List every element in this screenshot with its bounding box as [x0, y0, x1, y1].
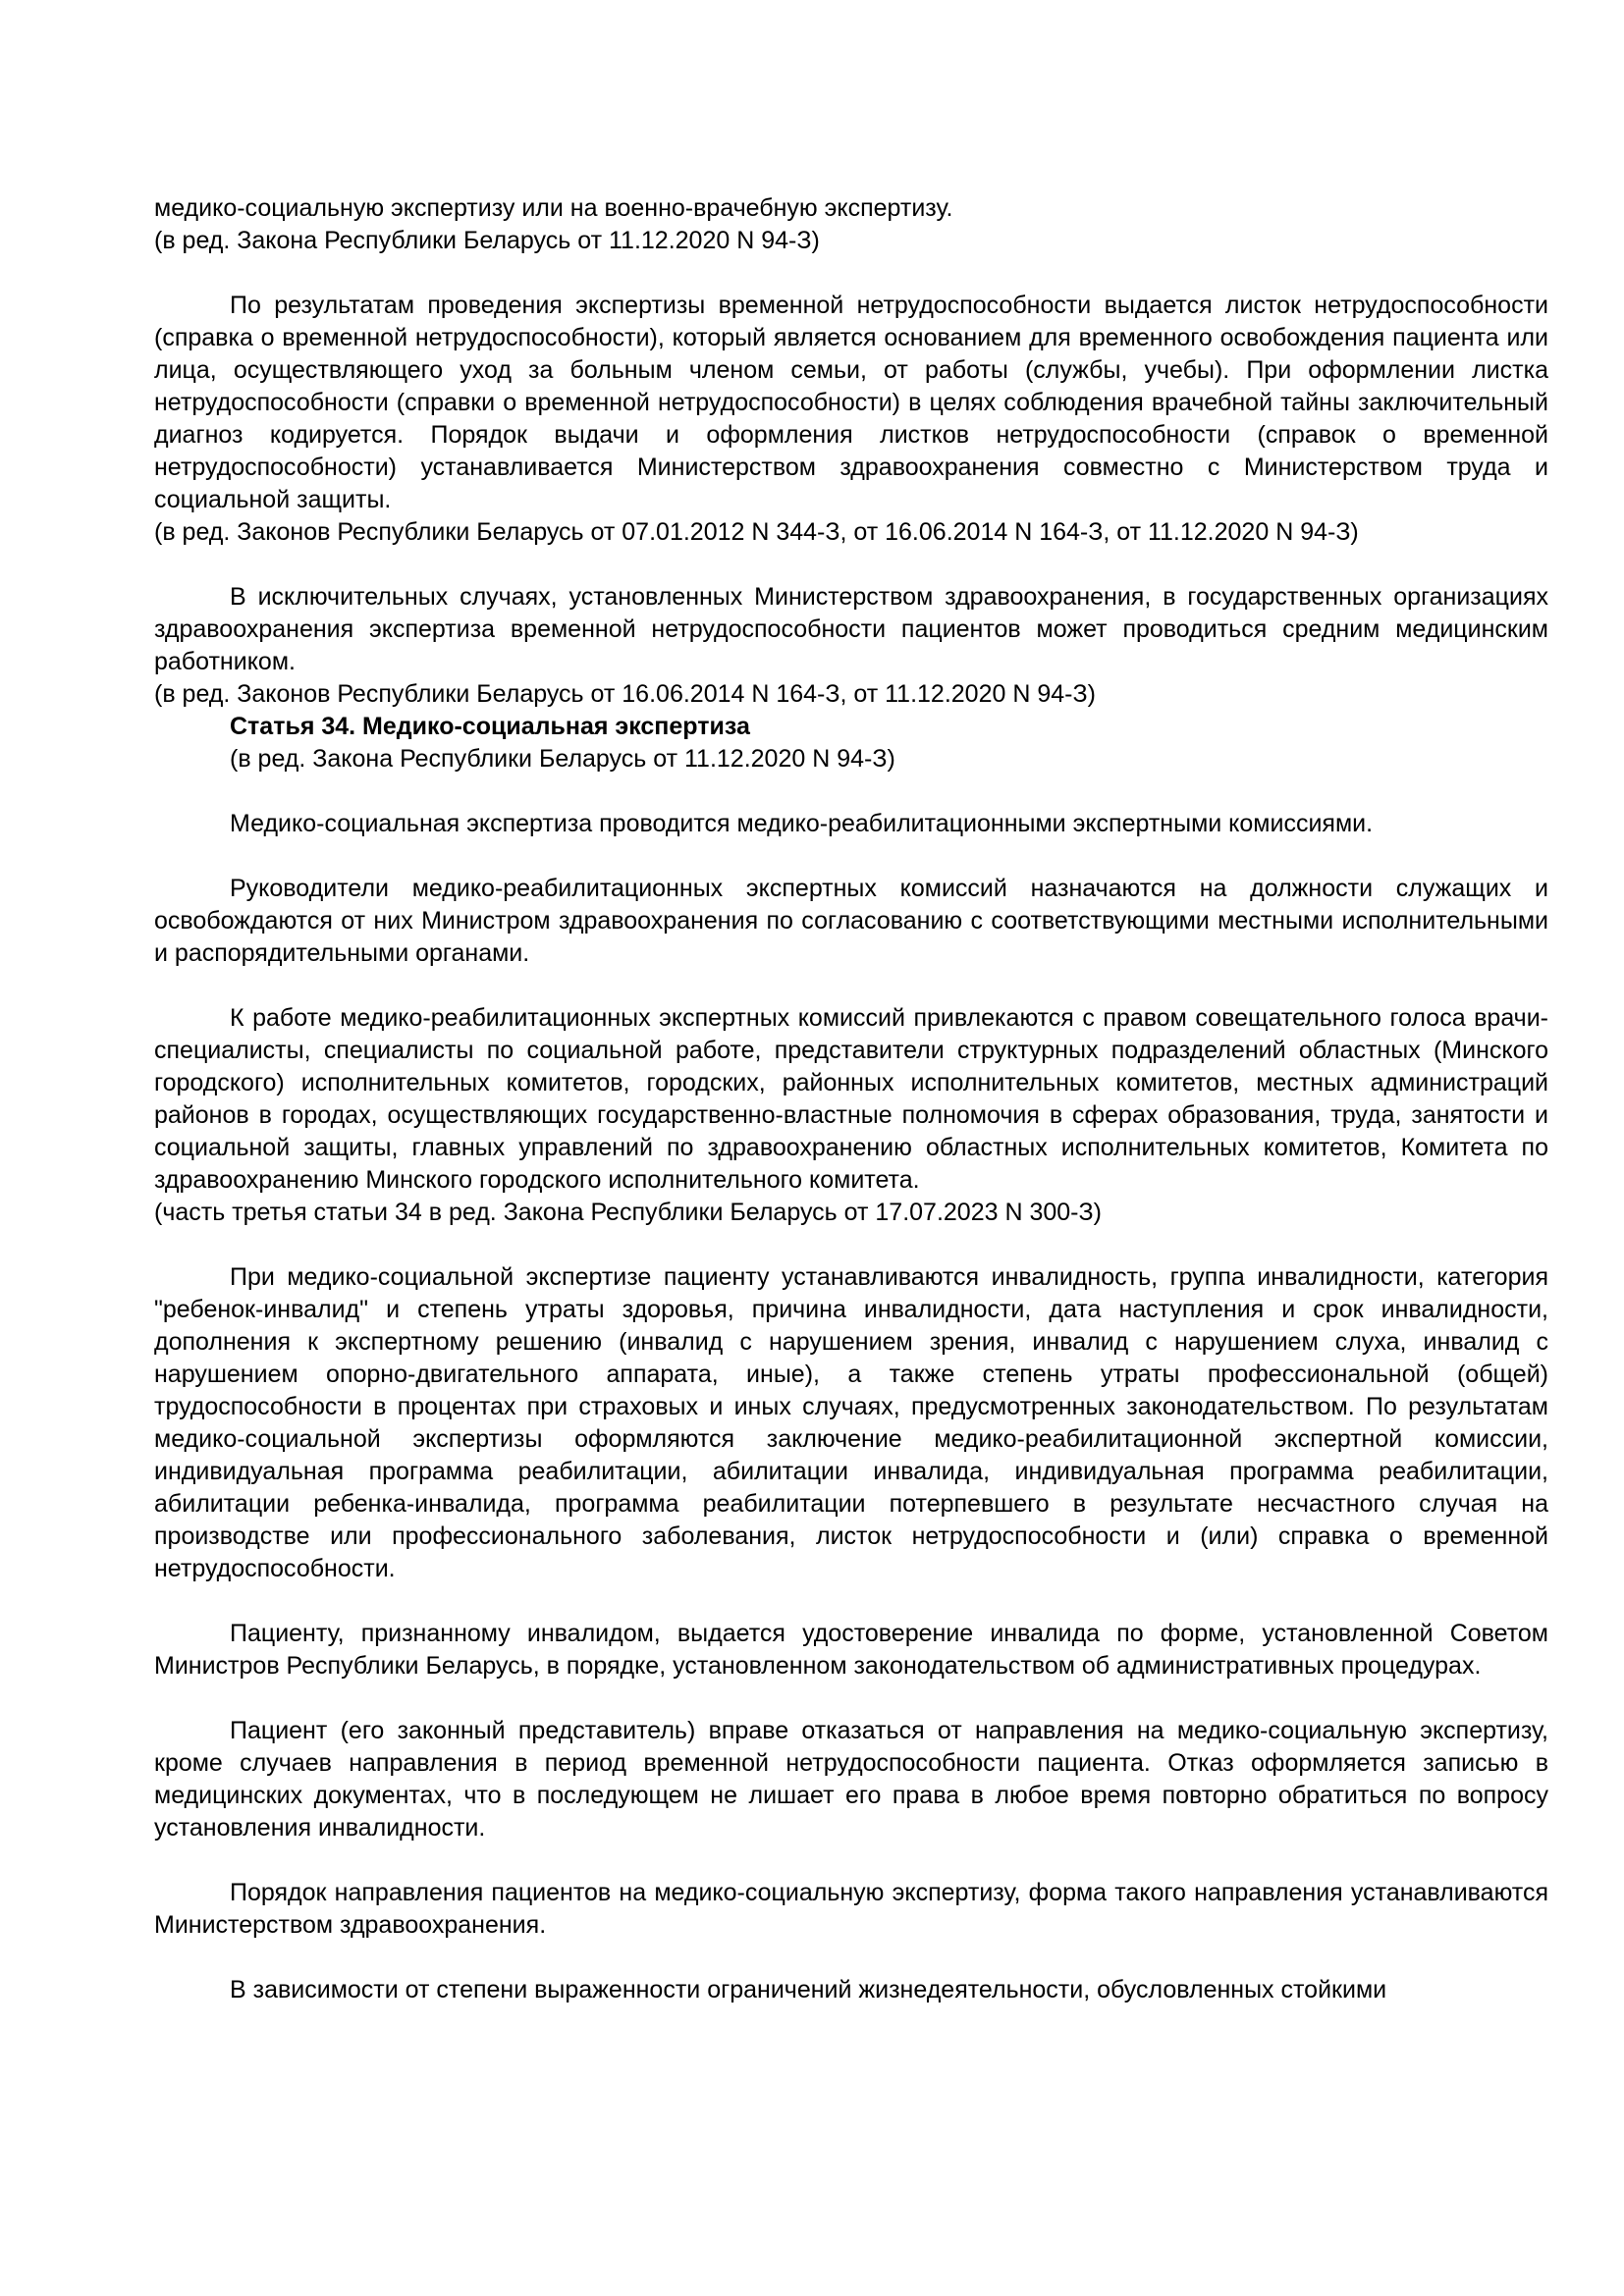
document-body [154, 192, 1548, 2006]
paragraph-certificate: Пациенту, признанному инвалидом, выдается удостоверение инвалида по форме, установленной Советом Министров Республики Беларусь, в порядке, установленном законодательством об административных процедурах. [154, 1620, 1548, 1680]
paragraph-established: При медико-социальной экспертизе пациенту устанавливаются инвалидность, группа инвалидности, категория "ребенок-инвалид" и степень утраты здоровья, причина инвалидности, дата наступления и срок инвалидности, дополнения к экспертному решению (инвалид с нарушением зрения, инвалид с нарушением слуха, инвалид с нарушением опорно-двигательного аппарата, иные), а также степень утраты профессиональной (общей) трудоспособности в процентах при страховых и иных случаях, предусмотренных законодательством. По результатам медико-социальной экспертизы оформляются заключение медико-реабилитационной экспертной комиссии, индивидуальная программа реабилитации, абилитации инвалида, индивидуальная программа реабилитации, абилитации ребенка-инвалида, программа реабилитации потерпевшего в результате несчастного случая на производстве или профессионального заболевания, листок нетрудоспособности и (или) справка о временной нетрудоспособности. [154, 1263, 1548, 1582]
paragraph-sick-leave: По результатам проведения экспертизы временной нетрудоспособности выдается листок нетрудоспособности (справка о временной нетрудоспособности), который является основанием для временного освобождения пациента или лица, осуществляющего уход за больным членом семьи, от работы (службы, учебы). При оформлении листка нетрудоспособности (справки о временной нетрудоспособности) в целях соблюдения врачебной тайны заключительный диагноз кодируется. Порядок выдачи и оформления листков нетрудоспособности (справок о временной нетрудоспособности) устанавливается Министерством здравоохранения совместно с Министерством труда и социальной защиты. [154, 292, 1548, 513]
amendment-note: (в ред. Законов Республики Беларусь от 07.01.2012 N 344-З, от 16.06.2014 N 164-З, от 11.12.2020 N 94-З) [154, 518, 1359, 546]
article-amendment-note: (в ред. Закона Республики Беларусь от 11.12.2020 N 94-З) [230, 745, 895, 773]
paragraph-severity: В зависимости от степени выраженности ограничений жизнедеятельности, обусловленных стойкими [230, 1976, 1387, 2003]
article-title: Статья 34. Медико-социальная экспертиза [230, 713, 750, 740]
paragraph-exceptional-cases: В исключительных случаях, установленных Министерством здравоохранения, в государственных организациях здравоохранения экспертиза временной нетрудоспособности пациентов может проводиться средним медицинским работником. [154, 583, 1548, 675]
paragraph-commissions: Медико-социальная экспертиза проводится медико-реабилитационными экспертными комиссиями. [230, 810, 1374, 837]
paragraph-participants: К работе медико-реабилитационных экспертных комиссий привлекаются с правом совещательного голоса врачи-специалисты, специалисты по социальной работе, представители структурных подразделений областных (Минского городского) исполнительных комитетов, городских, районных исполнительных комитетов, местных администраций районов в городах, осуществляющих государственно-властные полномочия в сферах образования, труда, занятости и социальной защиты, главных управлений по здравоохранению областных исполнительных комитетов, Комитета по здравоохранению Минского городского исполнительного комитета. [154, 1004, 1548, 1194]
amendment-note: (в ред. Законов Республики Беларусь от 16.06.2014 N 164-З, от 11.12.2020 N 94-З) [154, 680, 1096, 708]
paragraph-heads: Руководители медико-реабилитационных экспертных комиссий назначаются на должности служащих и освобождаются от них Министром здравоохранения по согласованию с соответствующими местными исполнительными и распорядительными органами. [154, 875, 1548, 967]
amendment-note: (в ред. Закона Республики Беларусь от 11.12.2020 N 94-З) [154, 227, 820, 254]
amendment-note: (часть третья статьи 34 в ред. Закона Республики Беларусь от 17.07.2023 N 300-З) [154, 1199, 1102, 1226]
paragraph-procedure: Порядок направления пациентов на медико-социальную экспертизу, форма такого направления устанавливаются Министерством здравоохранения. [154, 1879, 1548, 1939]
paragraph-continuation: медико-социальную экспертизу или на военно-врачебную экспертизу. [154, 194, 953, 222]
paragraph-refusal: Пациент (его законный представитель) вправе отказаться от направления на медико-социальную экспертизу, кроме случаев направления в период временной нетрудоспособности пациента. Отказ оформляется записью в медицинских документах, что в последующем не лишает его права в любое время повторно обратиться по вопросу установления инвалидности. [154, 1717, 1548, 1842]
